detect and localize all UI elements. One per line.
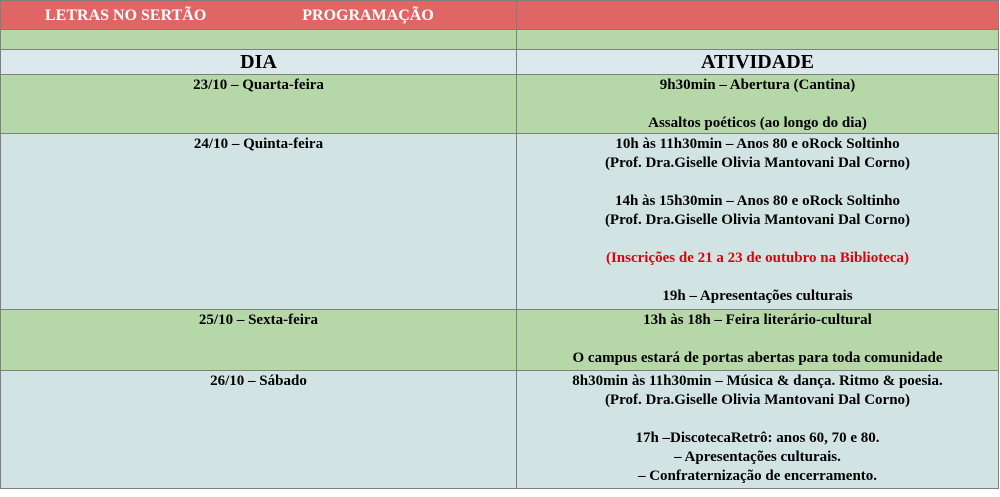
activity-line — [517, 268, 998, 287]
activity-line — [517, 330, 998, 349]
activity-line: 10h às 11h30min – Anos 80 e oRock Soltinho — [615, 136, 900, 152]
activity-cell — [517, 371, 999, 489]
day-cell — [1, 75, 517, 134]
activity-line: (Prof. Dra.Giselle Olivia Mantovani Dal Corno) — [604, 155, 911, 171]
activity-line: (Prof. Dra.Giselle Olivia Mantovani Dal Corno) — [604, 212, 911, 228]
activity-line: – Confraternização de encerramento. — [637, 468, 878, 484]
column-header-row — [1, 50, 999, 75]
day-label: 25/10 – Sexta-feira — [198, 312, 319, 328]
day-column-header: DIA — [1, 50, 517, 75]
day-cell — [1, 371, 517, 489]
section-title: PROGRAMAÇÃO — [302, 6, 434, 24]
activity-line: 9h30min – Abertura (Cantina) — [659, 77, 856, 93]
activity-line: 8h30min às 11h30min – Música & dança. Ritmo & poesia. — [572, 373, 943, 389]
title-cell-right — [517, 1, 999, 30]
event-name: LETRAS NO SERTÃO — [45, 6, 207, 24]
activity-cell — [517, 75, 999, 134]
spacer-row — [1, 30, 999, 50]
activity-line — [517, 410, 998, 429]
activity-column-header: ATIVIDADE — [517, 50, 999, 75]
spacer-cell — [1, 30, 517, 50]
schedule-row — [1, 134, 999, 310]
activity-cell — [517, 310, 999, 371]
title-row — [1, 1, 999, 30]
schedule-row — [1, 310, 999, 371]
day-cell — [1, 134, 517, 310]
registration-note: (Inscrições de 21 a 23 de outubro na Biblioteca) — [605, 250, 910, 266]
schedule-row — [1, 371, 999, 489]
activity-line: (Prof. Dra.Giselle Olivia Mantovani Dal Corno) — [604, 392, 911, 408]
activity-line: Assaltos poéticos (ao longo do dia) — [648, 115, 867, 131]
day-label: 23/10 – Quarta-feira — [193, 77, 324, 93]
activity-line: – Apresentações culturais. — [674, 449, 841, 465]
schedule-row — [1, 75, 999, 134]
activity-line: O campus estará de portas abertas para toda comunidade — [572, 350, 943, 366]
day-label: 24/10 – Quinta-feira — [193, 136, 324, 152]
activity-line: 17h –DiscotecaRetrô: anos 60, 70 e 80. — [635, 430, 880, 446]
activity-line: 19h – Apresentações culturais — [662, 288, 853, 304]
day-cell — [1, 310, 517, 371]
activity-line: 14h às 15h30min – Anos 80 e oRock Soltinho — [614, 193, 901, 209]
activity-line — [517, 230, 998, 249]
day-label: 26/10 – Sábado — [210, 373, 307, 389]
spacer-cell — [517, 30, 999, 50]
activity-line: 13h às 18h – Feira literário-cultural — [643, 312, 872, 328]
activity-cell — [517, 134, 999, 310]
activity-line — [517, 173, 998, 192]
title-cell — [1, 1, 517, 30]
activity-line — [517, 95, 998, 114]
